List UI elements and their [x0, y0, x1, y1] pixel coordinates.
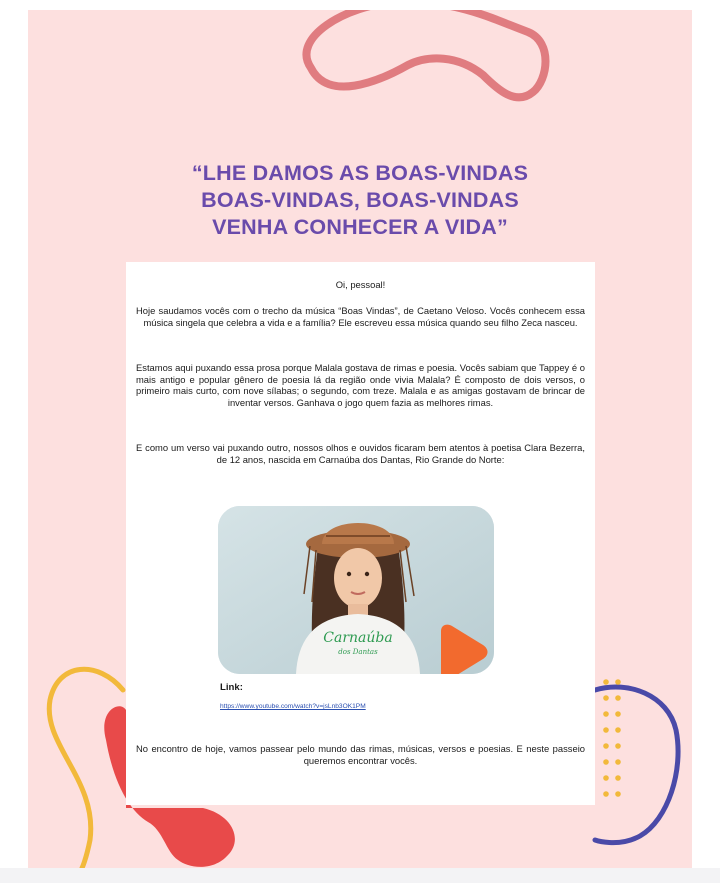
paragraph-1: Hoje saudamos vocês com o trecho da música “Boas Vindas”, de Caetano Veloso. Vocês conhecem essa música singela que celebra a vida e a família? Ele escreveu essa música quando seu filho Zeca nasceu.: [136, 305, 585, 328]
headline-line-1: “LHE DAMOS AS BOAS-VINDAS: [191, 161, 529, 185]
girl-face: [334, 548, 382, 608]
headline-line-3: VENHA CONHECER A VIDA”: [212, 215, 508, 239]
paragraph-4: No encontro de hoje, vamos passear pelo mundo das rimas, músicas, versos e poesias. E neste passeio queremos encontrar vocês.: [136, 743, 585, 766]
yellow-curve-shape: [49, 669, 123, 868]
navy-loop-shape: [595, 687, 678, 843]
bottom-band: [0, 868, 720, 883]
yellow-dot-grid: [603, 679, 621, 797]
paragraph-3: E como um verso vai puxando outro, nossos olhos e ouvidos ficaram bem atentos à poetisa Clara Bezerra, de 12 anos, nascida em Carnaúba dos Dantas, Rio Grande do Norte:: [136, 442, 585, 465]
paragraph-2: Estamos aqui puxando essa prosa porque Malala gostava de rimas e poesia. Vocês sabiam que Tappey é o mais antigo e popular gênero de poesia lá da região onde vivia Malala? É composto de dois versos, o primeiro mais curto, com nove sílabas; o segundo, com treze. Malala e as amigas gostavam de brincar de inventar versos. Ganhava o jogo quem fazia as melhores rimas.: [136, 362, 585, 408]
link-label: Link:: [220, 682, 243, 693]
document-page: [28, 10, 692, 868]
pink-loop-shape: [306, 10, 545, 97]
headline: [28, 160, 692, 241]
shirt-logo-text: Carnaúba: [323, 630, 393, 646]
play-icon[interactable]: [433, 623, 491, 674]
greeting: Oi, pessoal!: [335, 279, 386, 290]
shirt-logo-subtext: dos Dantas: [338, 648, 378, 656]
video-link[interactable]: https://www.youtube.com/watch?v=jsLnb3OK1PM: [220, 703, 366, 710]
headline-line-2: BOAS-VINDAS, BOAS-VINDAS: [201, 188, 519, 212]
video-thumbnail[interactable]: [218, 506, 494, 674]
content-card: [126, 262, 595, 805]
